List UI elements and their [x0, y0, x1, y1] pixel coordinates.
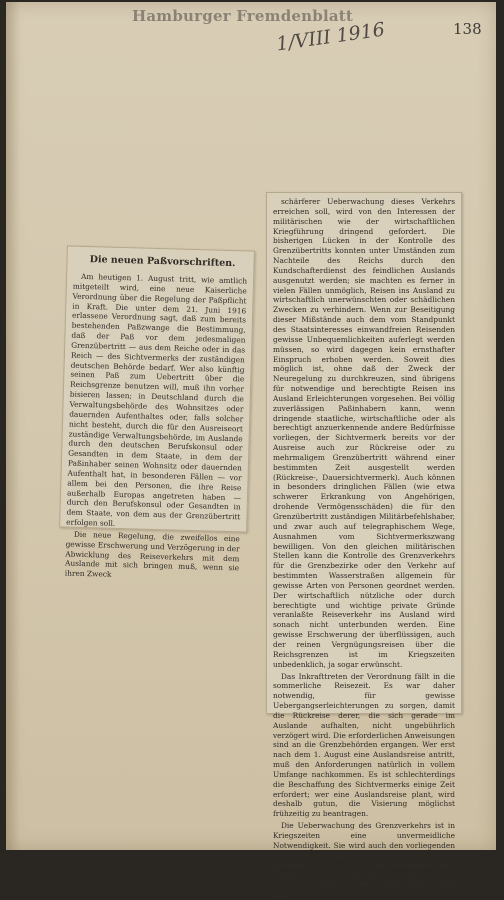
archive-page: [6, 2, 496, 900]
article-clipping-right: [266, 192, 462, 900]
article-paragraph: Die Ueberwachung des Grenzverkehrs ist in Kriegszeiten eine unvermeidliche Notwendigkeit. Sie wird auch den vorliegenden Berichten in Frankreich und England schon seit geraumer Zeit in für die Reisenden weit lästigerer Weise geübt, als dies auch nach den neuen Vorschriften in Deutschland beabsichtigt ist.: [273, 821, 455, 900]
handwritten-date: 1/VIII 1916: [275, 18, 387, 56]
article-clipping-left: [59, 245, 255, 580]
newspaper-title-stamp: Hamburger Fremdenblatt: [132, 7, 354, 25]
article-paragraph: schärferer Ueberwachung dieses Verkehrs erreichen soll, wird von den Interessen der militärischen wie der wirtschaftlichen Kriegführung dringend gefordert. Die bisherigen Lücken in der Kontrolle des Grenzübertritts konnten unter Umständen zum Nachteile des Reichs durch den Kundschafterdienst des feindlichen Auslands ausgenutzt werden; sie machten es ferner in vielen Fällen unmöglich, Reisen ins Ausland zu wirtschaftlich unerwünschten oder schädlichen Zwecken zu verhindern. Wenn zur Beseitigung dieser Mißstände auch dem vom Standpunkt des Staatsinteresses einwandfreien Reisenden gewisse Unbequemlichkeiten auferlegt werden müssen, so wird dagegen kein ernsthafter Einspruch erhoben werden. Soweit dies möglich ist, ohne daß der Zweck der Neuregelung zu durchkreuzen, sind übrigens für notwendige und berechtigte Reisen ins Ausland Erleichterungen vorgesehen. Bei völlig zuverlässigen Paßinhabern kann, wenn dringende staatliche, wirtschaftliche oder als berechtigt anzuerkennende andere Bedürfnisse vorliegen, der Sichtvermerk bereits vor der Ausreise auch zur Rückreise oder zu mehrmaligem Grenzübertritt während einer bestimmten Zeit ausgestellt werden (Rückreise-, Dauersichtvermerk). Auch können in besonders dringlichen Fällen (wie etwa schwerer Erkrankung von Angehörigen, drohende Vermögensschäden) die für den Grenzübertritt zuständigen Militärbefehlshaber, und zwar auch auf telegraphischem Wege, Ausnahmen vom Sichtvermerkszwang bewilligen. Von den gleichen militärischen Stellen kann die Kontrolle des Grenzverkehrs für die Grenzbezirke oder den Verkehr auf bestimmten Wasserstraßen allgemein für gewisse Arten von Personen geordnet werden. Der wirtschaftlich nützliche oder durch berechtigte und wichtige private Gründe veranlaßte Reiseverkehr ins Ausland wird sonach nicht unterbunden werden. Eine gewisse Erschwerung der überflüssigen, auch der reinen Vergnügungsreisen über die Reichsgrenzen ist im Kriegszeiten unbedenklich, ja sogar erwünscht.: [273, 197, 455, 669]
article-paragraph: Die neue Regelung, die zweifellos eine gewisse Erschwerung und Verzögerung in der Abwicklung des Reiseverkehrs mit dem Auslande mit sich bringen muß, wenn sie ihren Zweck: [64, 529, 240, 580]
article-title: Die neuen Paßvorschriften.: [89, 254, 236, 270]
article-paragraph: Das Inkrafttreten der Verordnung fällt in die sommerliche Reisezeit. Es war daher notwendig, für gewisse Uebergangserleichterungen zu sorgen, damit die Rückreise derer, die sich gerade im Auslande aufhalten, nicht ungebührlich verzögert wird. Die erforderlichen Anweisungen sind an die Grenzbehörden ergangen. Wer erst nach dem 1. August eine Auslandsreise antritt, muß den Anforderungen natürlich in vollem Umfange nachkommen. Es ist schlechterdings die Beschaffung des Sichtvermerks einige Zeit erfordert; wer eine Auslandsreise plant, wird deshalb gutun, die Visierung möglichst frühzeitig zu beantragen.: [273, 671, 455, 819]
page-number: 138: [453, 20, 482, 38]
article-paragraph: Am heutigen 1. August tritt, wie amtlich mitgeteilt wird, eine neue Kaiserliche Verordnung über die Regelung der Paßpflicht in Kraft. Die unter dem 21. Juni 1916 erlassene Verordnung sagt, daß zum bereits bestehenden Paßzwange die Bestimmung, daß der Paß vor dem jedesmaligen Grenzübertritt — aus dem Reiche oder in das Reich — des Sichtvermerks der zuständigen deutschen Behörde bedarf. Wer also künftig seinen Paß zum Uebertritt über die Reichsgrenze benutzen will, muß ihn vorher bisieren lassen; in Deutschland durch die Verwaltungsbehörde des Wohnsitzes oder dauernden Aufenthaltes oder, falls solcher nicht besteht, durch die für den Ausreiseort zuständige Verwaltungsbehörde, im Auslande durch den deutschen Berufskonsul oder Gesandten in dem Staate, in dem der Paßinhaber seinen Wohnsitz oder dauernden Aufenthalt hat, in besonderen Fällen — vor allem bei den Personen, die ihre Reise außerhalb Europas angetreten haben — durch den Berufskonsul oder Gesandten in dem Staate, von dem aus der Grenzübertritt erfolgen soll.: [66, 271, 248, 528]
